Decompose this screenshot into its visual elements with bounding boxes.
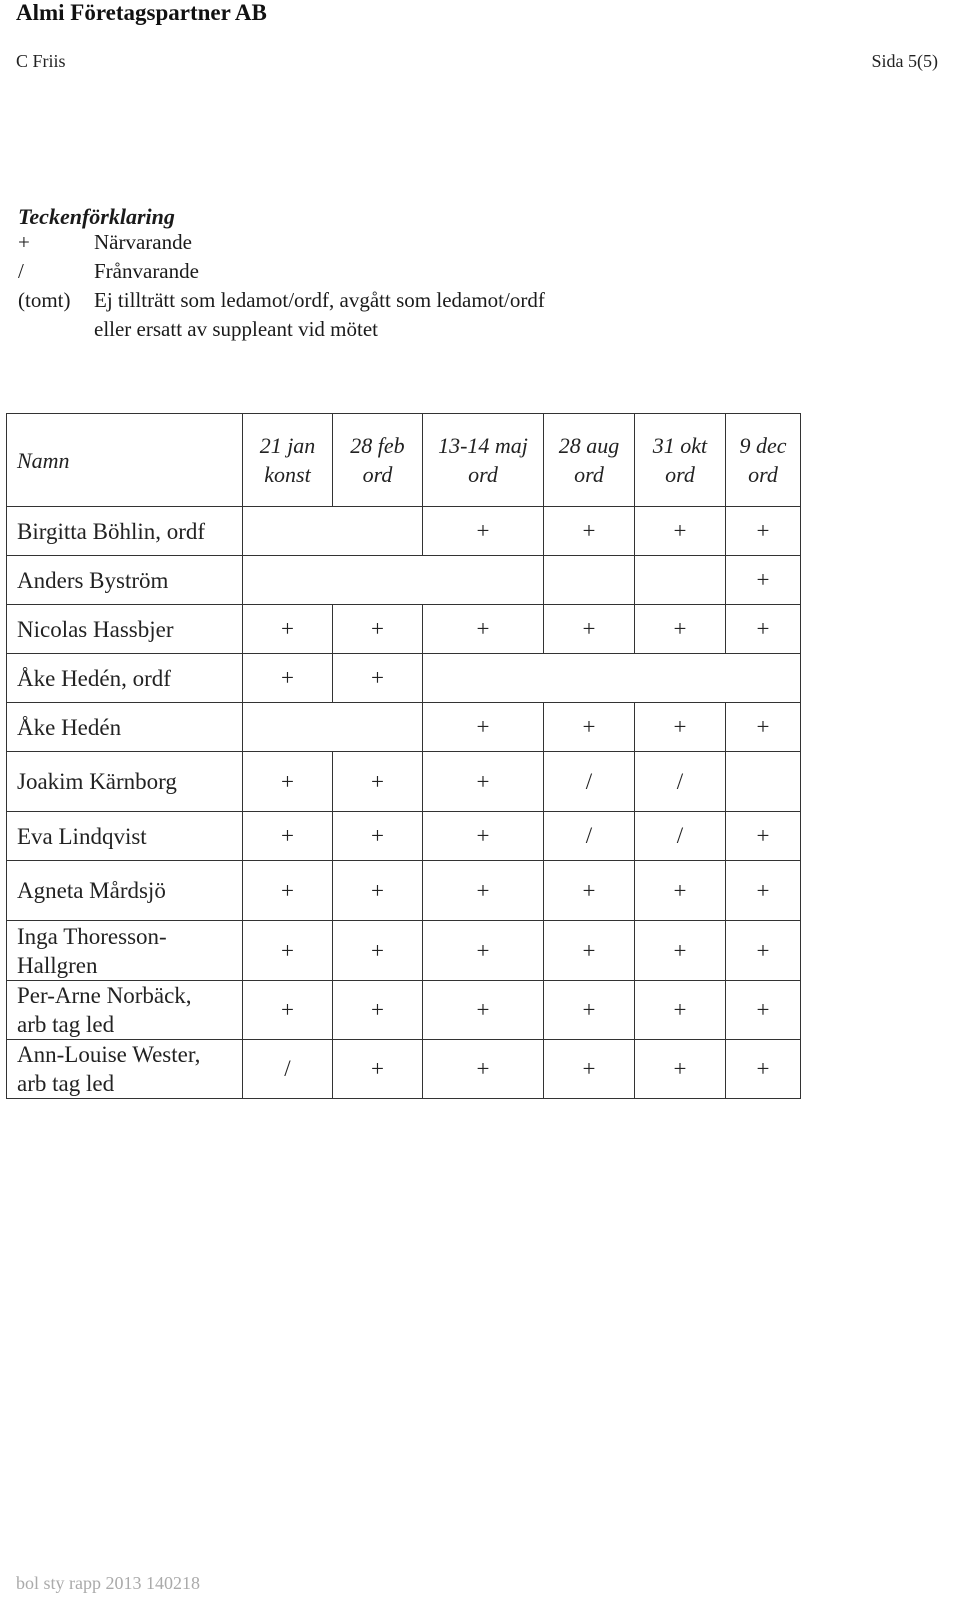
attendance-cell: +	[333, 812, 423, 861]
attendance-cell: +	[423, 703, 544, 752]
attendance-cell: /	[544, 752, 635, 812]
attendance-cell: +	[423, 981, 544, 1040]
attendance-cell: +	[544, 861, 635, 921]
attendance-cell	[635, 556, 726, 605]
legend-text: Frånvarande	[94, 259, 199, 283]
legend-symbol: +	[18, 230, 30, 254]
attendance-cell: +	[726, 703, 801, 752]
attendance-cell: +	[333, 981, 423, 1040]
attendance-cell: +	[635, 1040, 726, 1099]
member-name-line: Nicolas Hassbjer	[17, 616, 174, 642]
member-name	[7, 752, 243, 812]
attendance-table	[6, 413, 801, 1099]
attendance-cell: /	[635, 812, 726, 861]
table-row	[7, 507, 801, 556]
attendance-cell: +	[635, 605, 726, 654]
attendance-cell: +	[423, 861, 544, 921]
member-name-line: arb tag led	[17, 1071, 115, 1096]
attendance-cell: +	[333, 861, 423, 921]
attendance-cell: +	[726, 1040, 801, 1099]
table-row	[7, 861, 801, 921]
legend-symbol: /	[18, 259, 24, 283]
legend-text: Närvarande	[94, 230, 192, 254]
column-header	[333, 414, 423, 507]
attendance-cell: /	[544, 812, 635, 861]
attendance-cell: +	[423, 921, 544, 981]
attendance-cell: +	[243, 812, 333, 861]
attendance-cell: +	[726, 507, 801, 556]
attendance-cell: +	[544, 703, 635, 752]
member-name-line: Anders Byström	[17, 567, 169, 593]
attendance-cell: +	[635, 861, 726, 921]
member-name-line: Ann-Louise Wester,	[17, 1042, 201, 1067]
attendance-cell: +	[333, 752, 423, 812]
member-name-line: Åke Hedén, ordf	[17, 665, 171, 691]
member-name-line: Inga Thoresson-	[17, 923, 167, 949]
table-header-row	[7, 414, 801, 507]
member-name-line: Per-Arne Norbäck,	[17, 983, 192, 1008]
attendance-cell: +	[423, 752, 544, 812]
column-header	[423, 414, 544, 507]
attendance-cell: +	[423, 507, 544, 556]
attendance-cell: +	[243, 981, 333, 1040]
column-header	[726, 414, 801, 507]
table-row	[7, 605, 801, 654]
attendance-cell: +	[423, 605, 544, 654]
attendance-cell: +	[333, 654, 423, 703]
attendance-cell: /	[243, 1040, 333, 1099]
column-date: 31 okt	[652, 433, 708, 458]
attendance-cell: +	[726, 921, 801, 981]
attendance-cell: +	[423, 812, 544, 861]
member-name	[7, 605, 243, 654]
member-name	[7, 812, 243, 861]
table-row	[7, 703, 801, 752]
table-row	[7, 1040, 801, 1099]
attendance-cell: +	[635, 921, 726, 981]
legend-text: eller ersatt av suppleant vid mötet	[94, 317, 378, 341]
table-row	[7, 556, 801, 605]
member-name-line: Birgitta Böhlin, ordf	[17, 518, 206, 544]
member-name	[7, 507, 243, 556]
member-name	[7, 861, 243, 921]
attendance-cell: +	[243, 654, 333, 703]
member-name	[7, 981, 243, 1040]
page-number: Sida 5(5)	[871, 51, 938, 71]
member-name	[7, 703, 243, 752]
attendance-cell: +	[544, 1040, 635, 1099]
member-name-line: Joakim Kärnborg	[17, 769, 177, 794]
column-header	[635, 414, 726, 507]
attendance-cell: +	[333, 921, 423, 981]
attendance-cell: +	[333, 1040, 423, 1099]
member-name-line: Agneta Mårdsjö	[17, 878, 166, 903]
attendance-cell: +	[544, 605, 635, 654]
column-date: 28 feb	[350, 433, 405, 458]
attendance-cell: +	[333, 605, 423, 654]
column-type: konst	[264, 462, 311, 487]
attendance-cell: /	[635, 752, 726, 812]
attendance-cell: +	[635, 507, 726, 556]
attendance-cell: +	[544, 981, 635, 1040]
column-type: ord	[362, 462, 393, 487]
attendance-cell: +	[726, 605, 801, 654]
member-name	[7, 1040, 243, 1099]
member-name	[7, 556, 243, 605]
table-row	[7, 921, 801, 981]
column-date: 21 jan	[259, 433, 316, 458]
table-row	[7, 812, 801, 861]
legend-text: Ej tillträtt som ledamot/ordf, avgått som ledamot/ordf	[94, 288, 545, 312]
column-date: 13-14 maj	[438, 433, 528, 458]
attendance-cell: +	[544, 921, 635, 981]
attendance-cell: +	[423, 1040, 544, 1099]
author: C Friis	[16, 51, 66, 71]
attendance-cell: +	[243, 861, 333, 921]
attendance-cell: +	[726, 981, 801, 1040]
legend-symbol: (tomt)	[18, 288, 71, 312]
attendance-cell: +	[635, 703, 726, 752]
table-row	[7, 981, 801, 1040]
attendance-cell: +	[243, 752, 333, 812]
attendance-cell: +	[726, 812, 801, 861]
attendance-cell: +	[635, 981, 726, 1040]
legend-title: Teckenförklaring	[18, 204, 175, 229]
member-name	[7, 921, 243, 981]
attendance-cell: +	[726, 556, 801, 605]
attendance-cell: +	[243, 605, 333, 654]
member-name-line: arb tag led	[17, 1012, 115, 1037]
column-header	[243, 414, 333, 507]
member-name-line: Hallgren	[17, 952, 98, 978]
attendance-cell: +	[243, 921, 333, 981]
attendance-cell	[243, 507, 423, 556]
column-type: ord	[748, 462, 778, 487]
attendance-cell: +	[726, 861, 801, 921]
attendance-cell: +	[544, 507, 635, 556]
column-type: ord	[468, 462, 498, 487]
attendance-cell	[243, 556, 544, 605]
column-type: ord	[665, 462, 695, 487]
table-row	[7, 654, 801, 703]
member-name-line: Åke Hedén	[17, 714, 122, 740]
column-date: 28 aug	[558, 433, 620, 458]
column-header-name: Namn	[7, 414, 243, 507]
footer-reference: bol sty rapp 2013 140218	[16, 1573, 200, 1593]
company-name: Almi Företagspartner AB	[16, 0, 267, 25]
column-type: ord	[574, 462, 604, 487]
attendance-cell	[544, 556, 635, 605]
column-header	[544, 414, 635, 507]
table-row	[7, 752, 801, 812]
attendance-cell	[423, 654, 801, 703]
member-name-line: Eva Lindqvist	[17, 823, 147, 849]
member-name	[7, 654, 243, 703]
attendance-cell	[726, 752, 801, 812]
column-date: 9 dec	[739, 433, 787, 458]
attendance-cell	[243, 703, 423, 752]
